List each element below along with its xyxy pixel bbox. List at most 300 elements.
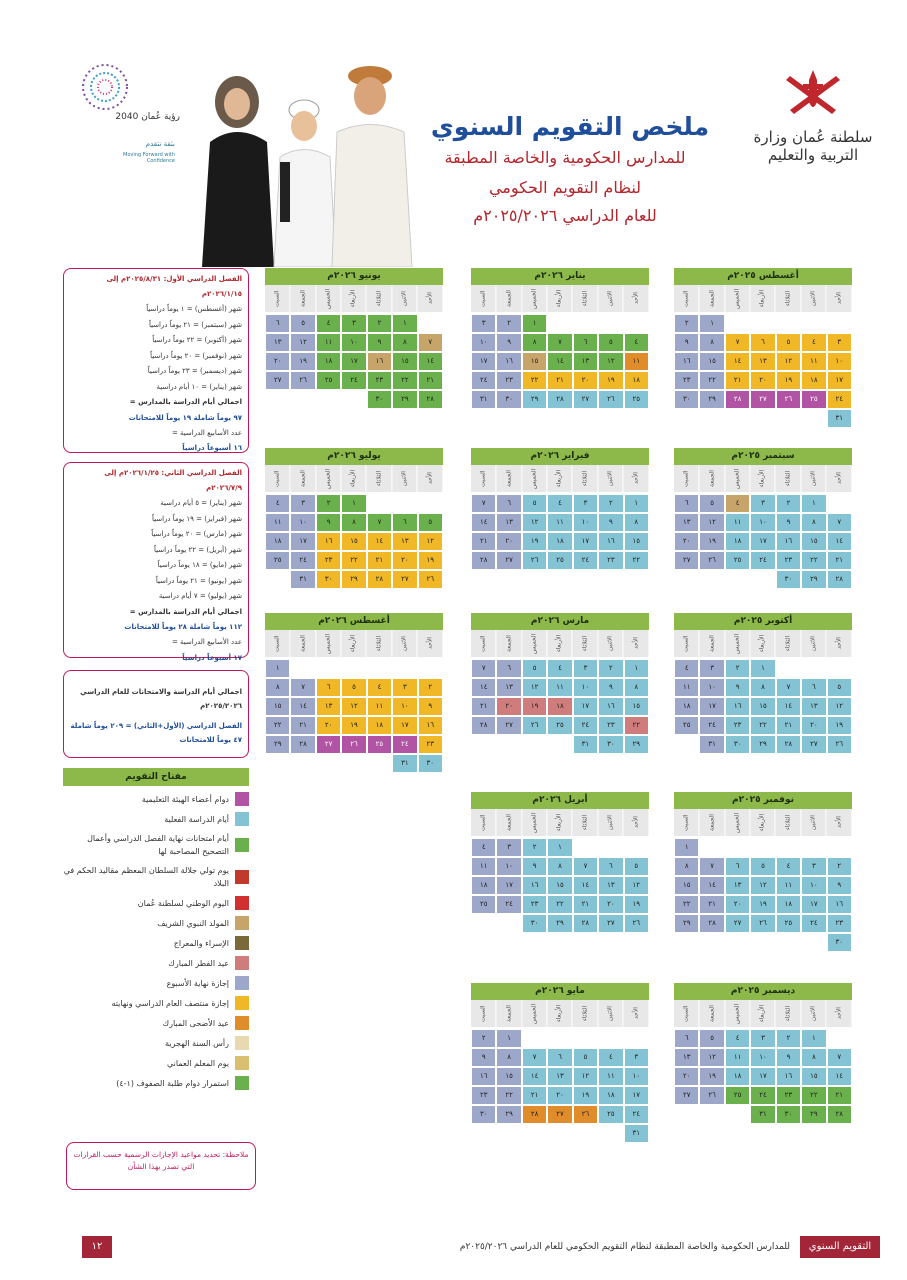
day-cell: ٧ bbox=[291, 679, 314, 696]
weekday-label: الجمعة bbox=[700, 285, 725, 312]
term2-weeks-label: عدد الأسابيع الدراسية = bbox=[171, 638, 242, 646]
year-total-line1: اجمالي أيام الدراسة والامتحانات للعام الدراسي ٢٠٢٥/٢٠٢٦م bbox=[80, 688, 242, 710]
day-cell: ٣١ bbox=[393, 755, 416, 772]
year-total-box bbox=[63, 670, 249, 758]
day-cell: ١٣ bbox=[393, 533, 416, 550]
weekday-label: الاثنين bbox=[801, 630, 826, 657]
day-cell: ٣٠ bbox=[726, 736, 749, 753]
term1-weeks-value: ١٦ أسبوعاً دراسياً bbox=[182, 444, 242, 452]
day-cell: ٣١ bbox=[700, 736, 723, 753]
day-cell: ١٢ bbox=[625, 877, 648, 894]
day-cell: ١٤ bbox=[574, 877, 597, 894]
day-cell: ٧ bbox=[828, 1049, 851, 1066]
day-cell: ٣١ bbox=[574, 736, 597, 753]
day-cell: ٢٨ bbox=[726, 391, 749, 408]
day-cell: ١٧ bbox=[472, 353, 495, 370]
day-cell: ٢٢ bbox=[802, 552, 825, 569]
day-cell: ١٧ bbox=[574, 698, 597, 715]
weekday-label: الثلاثاء bbox=[573, 465, 598, 492]
weekday-label: الجمعة bbox=[497, 1000, 522, 1027]
empty-cell bbox=[777, 315, 800, 332]
day-cell: ٦ bbox=[599, 858, 622, 875]
day-cell: ٩ bbox=[726, 679, 749, 696]
day-cell: ١٣ bbox=[497, 679, 520, 696]
day-cell: ٣ bbox=[751, 1030, 774, 1047]
day-cell: ٢ bbox=[777, 495, 800, 512]
day-cell: ١٤ bbox=[548, 353, 571, 370]
weekday-label: الاثنين bbox=[598, 465, 623, 492]
day-cell: ١١ bbox=[266, 514, 289, 531]
day-cell: ٥ bbox=[574, 1049, 597, 1066]
day-cell: ٢٨ bbox=[523, 1106, 546, 1123]
day-cell: ١ bbox=[802, 495, 825, 512]
day-cell: ٢٦ bbox=[700, 1087, 723, 1104]
day-cell: ٢٤ bbox=[393, 736, 416, 753]
weekday-label: الأحد bbox=[827, 465, 852, 492]
day-cell: ٣ bbox=[574, 660, 597, 677]
month-calendar bbox=[471, 792, 649, 933]
day-cell: ٢٣ bbox=[777, 1087, 800, 1104]
day-cell: ٢٢ bbox=[266, 717, 289, 734]
day-cell: ٥ bbox=[523, 495, 546, 512]
month-title: أغسطس ٢٠٢٥م bbox=[674, 268, 852, 285]
month-calendar bbox=[471, 268, 649, 409]
day-cell: ٢٦ bbox=[828, 736, 851, 753]
weekday-label: الاثنين bbox=[801, 285, 826, 312]
day-cell: ٢٩ bbox=[802, 1106, 825, 1123]
day-cell: ٦ bbox=[675, 1030, 698, 1047]
legend-label: إجازة منتصف العام الدراسي ونهايته bbox=[111, 998, 229, 1008]
day-cell: ٢١ bbox=[523, 1087, 546, 1104]
day-cell: ٣ bbox=[472, 315, 495, 332]
term2-line: شهر (يوليو) = ٧ أيام دراسية bbox=[158, 592, 242, 600]
legend-swatch bbox=[235, 812, 249, 826]
day-cell: ١٠ bbox=[625, 1068, 648, 1085]
weekday-label: السبت bbox=[471, 1000, 496, 1027]
term1-total-value: ٩٧ يوماً شاملة ١٩ يوماً للامتحانات bbox=[128, 413, 242, 422]
day-cell: ٨ bbox=[342, 514, 365, 531]
day-cell: ٥ bbox=[700, 1030, 723, 1047]
day-cell: ٢٥ bbox=[675, 717, 698, 734]
day-cell: ١٨ bbox=[266, 533, 289, 550]
day-cell: ٢٥ bbox=[548, 552, 571, 569]
day-cell: ٢٩ bbox=[700, 391, 723, 408]
weekday-label: الخميس bbox=[725, 1000, 750, 1027]
day-cell: ٣ bbox=[393, 679, 416, 696]
day-cell: ٢٧ bbox=[574, 391, 597, 408]
day-cell: ٢٠ bbox=[393, 552, 416, 569]
day-cell: ١ bbox=[266, 660, 289, 677]
weekday-label: السبت bbox=[674, 465, 699, 492]
month-title: مارس ٢٠٢٦م bbox=[471, 613, 649, 630]
day-cell: ٦ bbox=[393, 514, 416, 531]
weekday-label: السبت bbox=[471, 465, 496, 492]
day-cell: ١٠ bbox=[574, 514, 597, 531]
day-cell: ١٢ bbox=[291, 334, 314, 351]
day-cell: ٢ bbox=[472, 1030, 495, 1047]
day-cell: ٣ bbox=[828, 334, 851, 351]
month-title: فبراير ٢٠٢٦م bbox=[471, 448, 649, 465]
empty-cell bbox=[802, 315, 825, 332]
day-cell: ٢٢ bbox=[802, 1087, 825, 1104]
month-calendar bbox=[471, 613, 649, 754]
term1-head: الفصل الدراسي الأول: ٢٠٢٥/٨/٣١م إلى ٢٠٢٦/١/١٥م bbox=[106, 275, 242, 298]
weekday-label: الاثنين bbox=[801, 465, 826, 492]
day-cell: ٢٣ bbox=[599, 717, 622, 734]
day-cell: ٤ bbox=[472, 839, 495, 856]
subtitle-line: للمدارس الحكومية والخاصة المطبقة bbox=[444, 148, 686, 167]
weekday-label: الثلاثاء bbox=[573, 285, 598, 312]
weekday-label: الثلاثاء bbox=[776, 465, 801, 492]
day-cell: ٨ bbox=[802, 514, 825, 531]
legend-swatch bbox=[235, 870, 249, 884]
day-cell: ٩ bbox=[317, 514, 340, 531]
day-cell: ٢٤ bbox=[291, 552, 314, 569]
weekday-label: الجمعة bbox=[291, 285, 316, 312]
weekday-label: الخميس bbox=[522, 285, 547, 312]
day-cell: ١٥ bbox=[625, 533, 648, 550]
day-cell: ١٨ bbox=[726, 1068, 749, 1085]
day-cell: ٢٣ bbox=[675, 372, 698, 389]
day-cell: ١١ bbox=[472, 858, 495, 875]
ministry-name: سلطنة عُمان وزارة التربية والتعليم bbox=[753, 128, 873, 164]
weekday-label: الخميس bbox=[725, 465, 750, 492]
weekday-header bbox=[674, 1000, 852, 1027]
day-cell: ٢١ bbox=[368, 552, 391, 569]
empty-cell bbox=[574, 839, 597, 856]
legend-item bbox=[63, 956, 249, 970]
day-cell: ٢٦ bbox=[777, 391, 800, 408]
term1-weeks-label: عدد الأسابيع الدراسية = bbox=[171, 428, 242, 437]
day-cell: ٧ bbox=[700, 858, 723, 875]
day-cell: ٢٧ bbox=[675, 1087, 698, 1104]
weekday-header bbox=[674, 465, 852, 492]
day-cell: ١٦ bbox=[599, 533, 622, 550]
day-cell: ٢ bbox=[419, 679, 442, 696]
weekday-label: الاثنين bbox=[598, 630, 623, 657]
day-cell: ١٦ bbox=[675, 353, 698, 370]
day-cell: ٢٩ bbox=[497, 1106, 520, 1123]
day-cell: ١٨ bbox=[802, 372, 825, 389]
day-cell: ١٣ bbox=[548, 1068, 571, 1085]
day-cell: ١٣ bbox=[675, 514, 698, 531]
day-cell: ٢٨ bbox=[368, 571, 391, 588]
day-cell: ١٧ bbox=[828, 372, 851, 389]
empty-cell bbox=[625, 315, 648, 332]
day-cell: ١١ bbox=[675, 679, 698, 696]
day-cell: ١٩ bbox=[625, 896, 648, 913]
legend-item bbox=[63, 1036, 249, 1050]
day-cell: ٢٠ bbox=[599, 896, 622, 913]
day-cell: ٤ bbox=[266, 495, 289, 512]
day-cell: ٢٥ bbox=[625, 391, 648, 408]
day-cell: ٣ bbox=[291, 495, 314, 512]
day-cell: ٣٠ bbox=[599, 736, 622, 753]
month-calendar bbox=[674, 613, 852, 754]
day-cell: ١٧ bbox=[497, 877, 520, 894]
term2-total-value: ١١٢ يوماً شاملة ٢٨ يوماً للامتحانات bbox=[124, 623, 242, 631]
day-cell: ٤ bbox=[548, 660, 571, 677]
day-cell: ١ bbox=[342, 495, 365, 512]
day-cell: ١٩ bbox=[523, 698, 546, 715]
day-cell: ١٦ bbox=[317, 533, 340, 550]
day-cell: ١٨ bbox=[777, 896, 800, 913]
day-cell: ٣ bbox=[342, 315, 365, 332]
weekday-label: الثلاثاء bbox=[573, 630, 598, 657]
day-cell: ٢٠ bbox=[675, 533, 698, 550]
weekday-label: الاثنين bbox=[801, 1000, 826, 1027]
legend-swatch bbox=[235, 956, 249, 970]
day-cell: ٢٠ bbox=[548, 1087, 571, 1104]
day-cell: ٣ bbox=[751, 495, 774, 512]
weekday-label: الخميس bbox=[725, 809, 750, 836]
day-cell: ٢٧ bbox=[726, 915, 749, 932]
day-cell: ٣ bbox=[625, 1049, 648, 1066]
weekday-label: الأربعاء bbox=[547, 285, 572, 312]
day-cell: ٢٧ bbox=[393, 571, 416, 588]
day-cell: ٢ bbox=[368, 315, 391, 332]
day-cell: ٢٩ bbox=[548, 915, 571, 932]
day-cell: ١٠ bbox=[291, 514, 314, 531]
day-cell: ١٥ bbox=[342, 533, 365, 550]
empty-cell bbox=[751, 839, 774, 856]
day-cell: ٦ bbox=[574, 334, 597, 351]
day-cell: ٢ bbox=[497, 315, 520, 332]
vision-name: رؤية عُمان 2040 bbox=[115, 112, 180, 122]
day-cell: ٢ bbox=[828, 858, 851, 875]
empty-cell bbox=[368, 660, 391, 677]
day-cell: ١٧ bbox=[625, 1087, 648, 1104]
day-cell: ٢٩ bbox=[625, 736, 648, 753]
day-cell: ٢٦ bbox=[342, 736, 365, 753]
day-cell: ١٦ bbox=[419, 717, 442, 734]
weekday-label: السبت bbox=[471, 630, 496, 657]
day-cell: ٢٩ bbox=[675, 915, 698, 932]
day-cell: ١٥ bbox=[751, 698, 774, 715]
day-cell: ٦ bbox=[497, 495, 520, 512]
day-cell: ١٧ bbox=[700, 698, 723, 715]
day-cell: ٢٢ bbox=[497, 1087, 520, 1104]
legend-label: يوم تولي جلالة السلطان المعظم مقاليد الحكم في البلاد bbox=[63, 866, 229, 888]
month-calendar bbox=[674, 448, 852, 589]
term1-total-label: اجمالي أيام الدراسة بالمدارس = bbox=[129, 398, 242, 406]
note-box: ملاحظة: تحديد مواعيد الإجازات الرسمية حسب القرارات التي تصدر بهذا الشأن bbox=[66, 1142, 256, 1190]
legend-swatch bbox=[235, 1056, 249, 1070]
day-cell: ١٧ bbox=[291, 533, 314, 550]
empty-cell bbox=[802, 660, 825, 677]
page-number: ١٢ bbox=[82, 1236, 112, 1258]
legend-item bbox=[63, 936, 249, 950]
day-cell: ٨ bbox=[675, 858, 698, 875]
day-cell: ١٢ bbox=[523, 679, 546, 696]
term1-line: شهر (ديسمبر) = ٢٣ يوماً دراسياً bbox=[147, 367, 242, 375]
day-cell: ٥ bbox=[419, 514, 442, 531]
weekday-label: الأحد bbox=[624, 630, 649, 657]
weekday-label: الثلاثاء bbox=[776, 1000, 801, 1027]
day-cell: ٩ bbox=[599, 514, 622, 531]
month-title: نوفمبر ٢٠٢٥م bbox=[674, 792, 852, 809]
empty-cell bbox=[523, 1030, 546, 1047]
month-title: يوليو ٢٠٢٦م bbox=[265, 448, 443, 465]
weekday-header bbox=[471, 630, 649, 657]
subtitle-line: لنظام التقويم الحكومي bbox=[488, 178, 642, 197]
day-cell: ١٤ bbox=[726, 353, 749, 370]
month-title: ديسمبر ٢٠٢٥م bbox=[674, 983, 852, 1000]
day-cell: ٢٢ bbox=[751, 717, 774, 734]
month-calendar bbox=[674, 268, 852, 428]
day-cell: ١٧ bbox=[802, 896, 825, 913]
day-cell: ٢٣ bbox=[472, 1087, 495, 1104]
day-cell: ٢٤ bbox=[497, 896, 520, 913]
day-cell: ١٤ bbox=[828, 1068, 851, 1085]
day-cell: ٤ bbox=[625, 334, 648, 351]
day-cell: ٣٠ bbox=[472, 1106, 495, 1123]
day-cell: ١٠ bbox=[393, 698, 416, 715]
day-cell: ١ bbox=[523, 315, 546, 332]
calendar-legend bbox=[63, 768, 249, 1090]
day-cell: ١١ bbox=[726, 514, 749, 531]
legend-item bbox=[63, 792, 249, 806]
empty-cell bbox=[802, 839, 825, 856]
empty-cell bbox=[726, 839, 749, 856]
day-cell: ١ bbox=[625, 660, 648, 677]
day-cell: ٢٧ bbox=[802, 736, 825, 753]
day-cell: ١٥ bbox=[625, 698, 648, 715]
legend-swatch bbox=[235, 936, 249, 950]
empty-cell bbox=[751, 315, 774, 332]
weekday-label: الأربعاء bbox=[750, 809, 775, 836]
legend-item bbox=[63, 812, 249, 826]
day-cell: ٥ bbox=[291, 315, 314, 332]
day-cell: ١٦ bbox=[777, 533, 800, 550]
day-cell: ٢٤ bbox=[828, 391, 851, 408]
day-cell: ٢٢ bbox=[548, 896, 571, 913]
day-cell: ٢٧ bbox=[497, 717, 520, 734]
empty-cell bbox=[777, 660, 800, 677]
weekday-label: الاثنين bbox=[801, 809, 826, 836]
day-cell: ١٦ bbox=[523, 877, 546, 894]
subtitle-line: للعام الدراسي ٢٠٢٥/٢٠٢٦م bbox=[473, 206, 657, 225]
day-cell: ١٣ bbox=[726, 877, 749, 894]
day-cell: ٢٦ bbox=[599, 391, 622, 408]
weekday-label: الجمعة bbox=[497, 630, 522, 657]
day-cell: ٦ bbox=[802, 679, 825, 696]
day-cell: ١٩ bbox=[419, 552, 442, 569]
day-cell: ١٨ bbox=[599, 1087, 622, 1104]
day-cell: ٢٥ bbox=[368, 736, 391, 753]
day-cell: ٢٦ bbox=[625, 915, 648, 932]
empty-cell bbox=[700, 839, 723, 856]
day-cell: ٥ bbox=[523, 660, 546, 677]
day-cell: ٣١ bbox=[291, 571, 314, 588]
empty-cell bbox=[548, 315, 571, 332]
legend-swatch bbox=[235, 1036, 249, 1050]
legend-label: دوام أعضاء الهيئة التعليمية bbox=[141, 794, 229, 804]
weekday-label: السبت bbox=[471, 285, 496, 312]
day-cell: ١٨ bbox=[472, 877, 495, 894]
day-cell: ١٨ bbox=[675, 698, 698, 715]
day-cell: ١٣ bbox=[675, 1049, 698, 1066]
khanjar-emblem-icon bbox=[786, 70, 840, 114]
weekday-label: الخميس bbox=[316, 630, 341, 657]
weekday-label: الجمعة bbox=[700, 1000, 725, 1027]
term1-summary bbox=[63, 268, 249, 453]
day-cell: ٤ bbox=[368, 679, 391, 696]
day-cell: ٢٢ bbox=[625, 552, 648, 569]
day-cell: ١٧ bbox=[342, 353, 365, 370]
day-cell: ٢٥ bbox=[802, 391, 825, 408]
day-cell: ٢٠ bbox=[751, 372, 774, 389]
day-cell: ١٢ bbox=[523, 514, 546, 531]
month-title: سبتمبر ٢٠٢٥م bbox=[674, 448, 852, 465]
day-cell: ١١ bbox=[317, 334, 340, 351]
day-cell: ٨ bbox=[751, 679, 774, 696]
empty-cell bbox=[599, 315, 622, 332]
day-cell: ٢٨ bbox=[700, 915, 723, 932]
weekday-label: السبت bbox=[265, 285, 290, 312]
weekday-label: الأحد bbox=[827, 285, 852, 312]
legend-swatch bbox=[235, 996, 249, 1010]
day-cell: ٢٦ bbox=[419, 571, 442, 588]
day-cell: ٦ bbox=[675, 495, 698, 512]
empty-cell bbox=[828, 660, 851, 677]
day-cell: ٥ bbox=[342, 679, 365, 696]
weekday-label: الأحد bbox=[827, 809, 852, 836]
day-cell: ٢٨ bbox=[548, 391, 571, 408]
legend-label: أيام الدراسة الفعلية bbox=[164, 814, 229, 824]
day-cell: ٩ bbox=[472, 1049, 495, 1066]
day-cell: ١٠ bbox=[342, 334, 365, 351]
page-title: ملخص التقويم السنوي bbox=[430, 112, 710, 141]
month-title: مايو ٢٠٢٦م bbox=[471, 983, 649, 1000]
day-cell: ٦ bbox=[548, 1049, 571, 1066]
legend-item bbox=[63, 1056, 249, 1070]
empty-cell bbox=[828, 495, 851, 512]
day-cell: ١٥ bbox=[497, 1068, 520, 1085]
day-cell: ٧ bbox=[828, 514, 851, 531]
weekday-label: الأربعاء bbox=[750, 465, 775, 492]
day-cell: ٢١ bbox=[472, 698, 495, 715]
legend-swatch bbox=[235, 896, 249, 910]
day-cell: ٢٦ bbox=[574, 1106, 597, 1123]
weekday-label: الاثنين bbox=[392, 285, 417, 312]
day-cell: ٨ bbox=[700, 334, 723, 351]
day-cell: ٢٦ bbox=[523, 552, 546, 569]
day-cell: ٢١ bbox=[472, 533, 495, 550]
day-cell: ١١ bbox=[625, 353, 648, 370]
day-cell: ١٢ bbox=[828, 698, 851, 715]
day-cell: ٢ bbox=[317, 495, 340, 512]
month-calendar bbox=[265, 448, 443, 589]
day-cell: ١٠ bbox=[751, 1049, 774, 1066]
weekday-label: الأحد bbox=[624, 285, 649, 312]
day-cell: ٣٠ bbox=[828, 934, 851, 951]
day-cell: ٢١ bbox=[700, 896, 723, 913]
day-cell: ٣١ bbox=[625, 1125, 648, 1142]
day-cell: ١١ bbox=[777, 877, 800, 894]
legend-label: استمرار دوام طلبة الصفوف (١-٤) bbox=[116, 1078, 229, 1088]
day-cell: ٢٧ bbox=[266, 372, 289, 389]
weekday-header bbox=[471, 285, 649, 312]
day-cell: ٦ bbox=[497, 660, 520, 677]
day-cell: ٦ bbox=[266, 315, 289, 332]
day-cell: ١٩ bbox=[342, 717, 365, 734]
weekday-label: الجمعة bbox=[291, 465, 316, 492]
weekday-label: الأحد bbox=[624, 465, 649, 492]
day-cell: ٦ bbox=[317, 679, 340, 696]
weekday-label: السبت bbox=[471, 809, 496, 836]
day-cell: ٢٥ bbox=[317, 372, 340, 389]
